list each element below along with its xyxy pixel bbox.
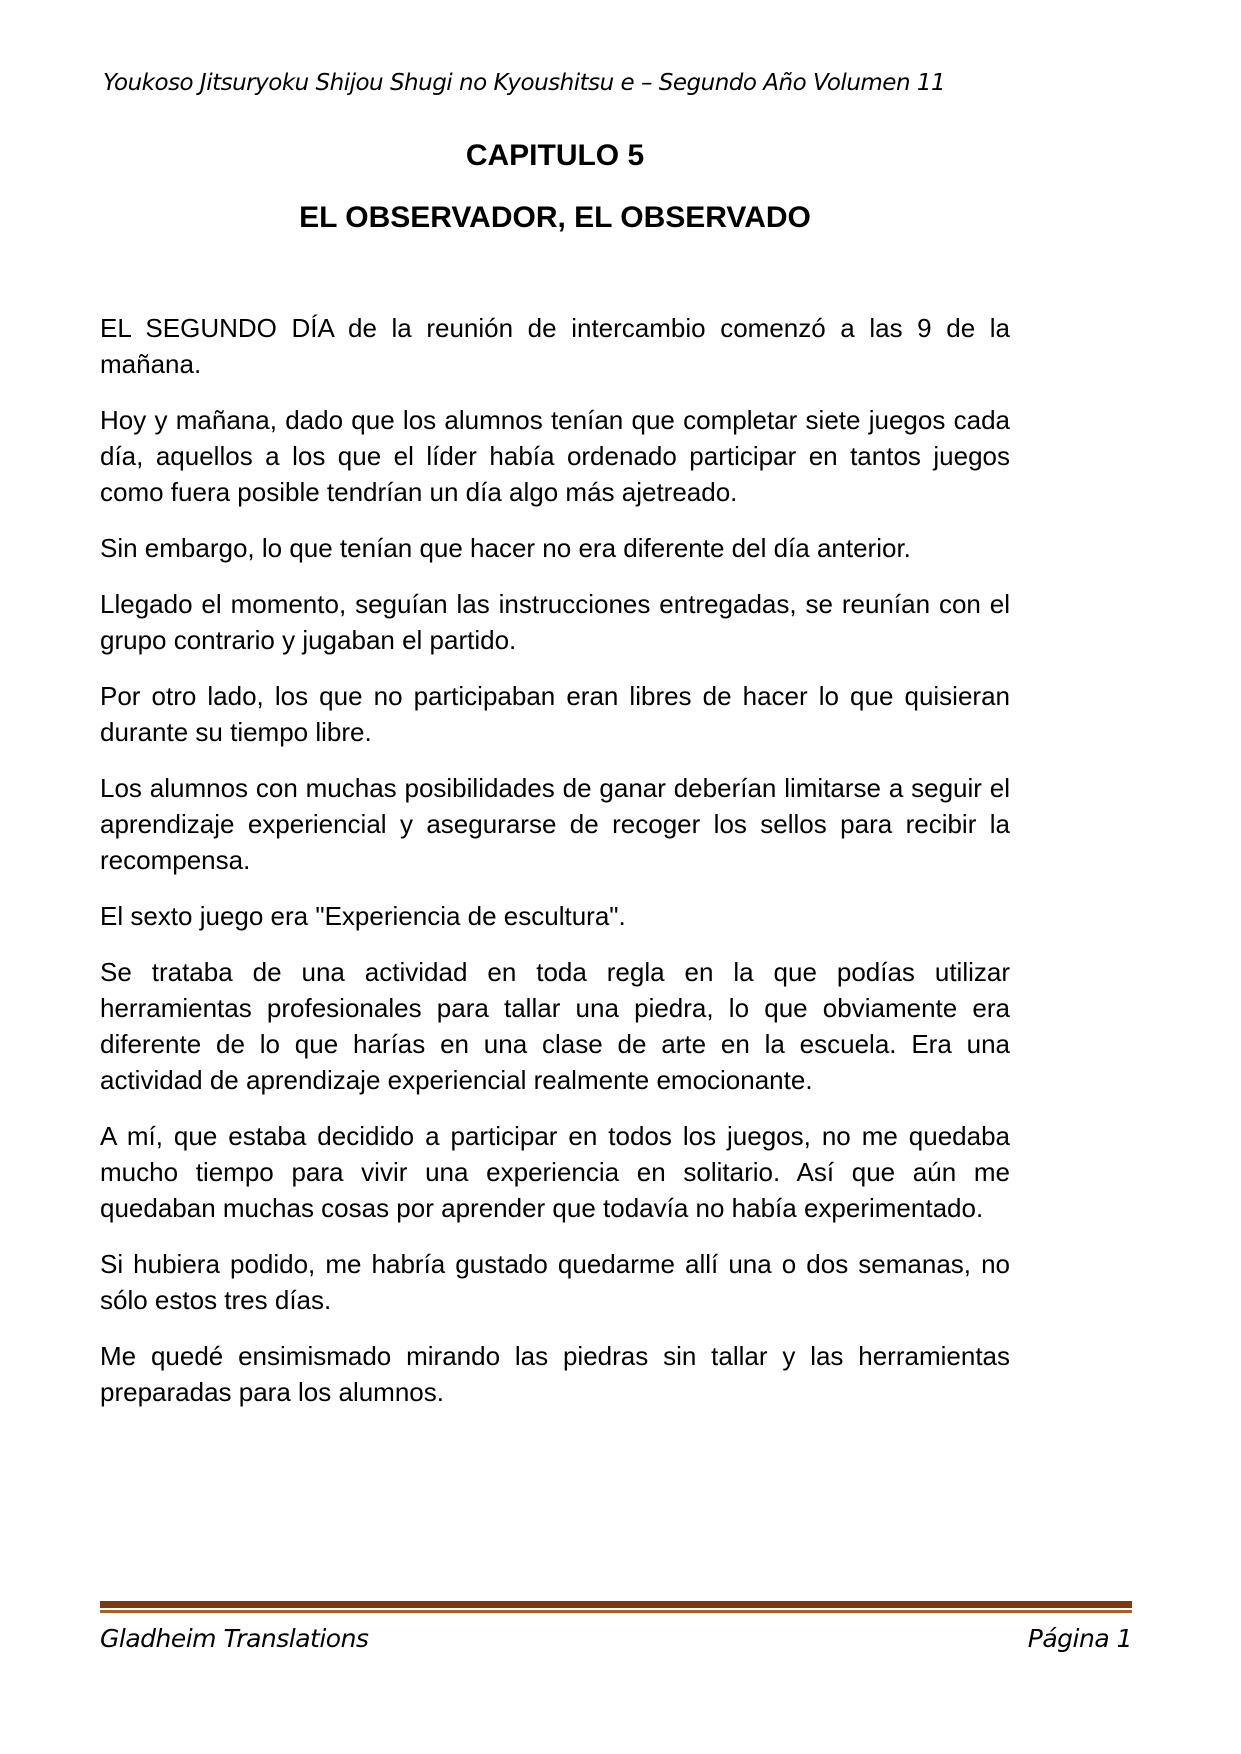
footer-translator-credit: Gladheim Translations (100, 1624, 369, 1653)
document-body (100, 138, 1010, 1430)
footer-rule-thin-line (100, 1610, 1132, 1613)
header-title: Youkoso Jitsuryoku Shijou Shugi no Kyoushitsu e – Segundo Año Volumen 11 (103, 70, 946, 96)
paragraph-list (100, 310, 1010, 1410)
body-paragraph: EL SEGUNDO DÍA de la reunión de intercambio comenzó a las 9 de la mañana. (100, 313, 1010, 379)
body-paragraph: Si hubiera podido, me habría gustado quedarme allí una o dos semanas, no sólo estos tres días. (100, 1249, 1010, 1315)
body-paragraph: Sin embargo, lo que tenían que hacer no era diferente del día anterior. (100, 533, 911, 563)
footer-rule (100, 1601, 1132, 1613)
body-paragraph: El sexto juego era "Experiencia de escultura". (100, 901, 626, 931)
body-paragraph: A mí, que estaba decidido a participar en todos los juegos, no me quedaba mucho tiempo para vivir una experiencia en solitario. Así que aún me quedaban muchas cosas por aprender que todavía no había experimentado. (100, 1121, 1010, 1223)
body-paragraph: Me quedé ensimismado mirando las piedras sin tallar y las herramientas preparadas para los alumnos. (100, 1341, 1010, 1407)
body-paragraph: Hoy y mañana, dado que los alumnos tenían que completar siete juegos cada día, aquellos a los que el líder había ordenado participar en tantos juegos como fuera posible tendrían un día algo más ajetreado. (100, 405, 1010, 507)
document-footer (100, 1624, 1132, 1653)
body-paragraph: Por otro lado, los que no participaban eran libres de hacer lo que quisieran durante su tiempo libre. (100, 681, 1010, 747)
chapter-subtitle: EL OBSERVADOR, EL OBSERVADO (299, 201, 811, 234)
body-paragraph: Llegado el momento, seguían las instrucciones entregadas, se reunían con el grupo contrario y jugaban el partido. (100, 589, 1010, 655)
chapter-title: CAPITULO 5 (465, 139, 645, 172)
footer-page-number: Página 1 (1027, 1624, 1132, 1653)
body-paragraph: Se trataba de una actividad en toda regla en la que podías utilizar herramientas profesionales para tallar una piedra, lo que obviamente era diferente de lo que harías en una clase de arte en la escuela. Era una actividad de aprendizaje experiencial realmente emocionante. (100, 957, 1010, 1095)
footer-rule-thick-line (100, 1601, 1132, 1608)
document-header (103, 70, 1138, 96)
body-paragraph: Los alumnos con muchas posibilidades de ganar deberían limitarse a seguir el aprendizaje experiencial y asegurarse de recoger los sellos para recibir la recompensa. (100, 773, 1010, 875)
